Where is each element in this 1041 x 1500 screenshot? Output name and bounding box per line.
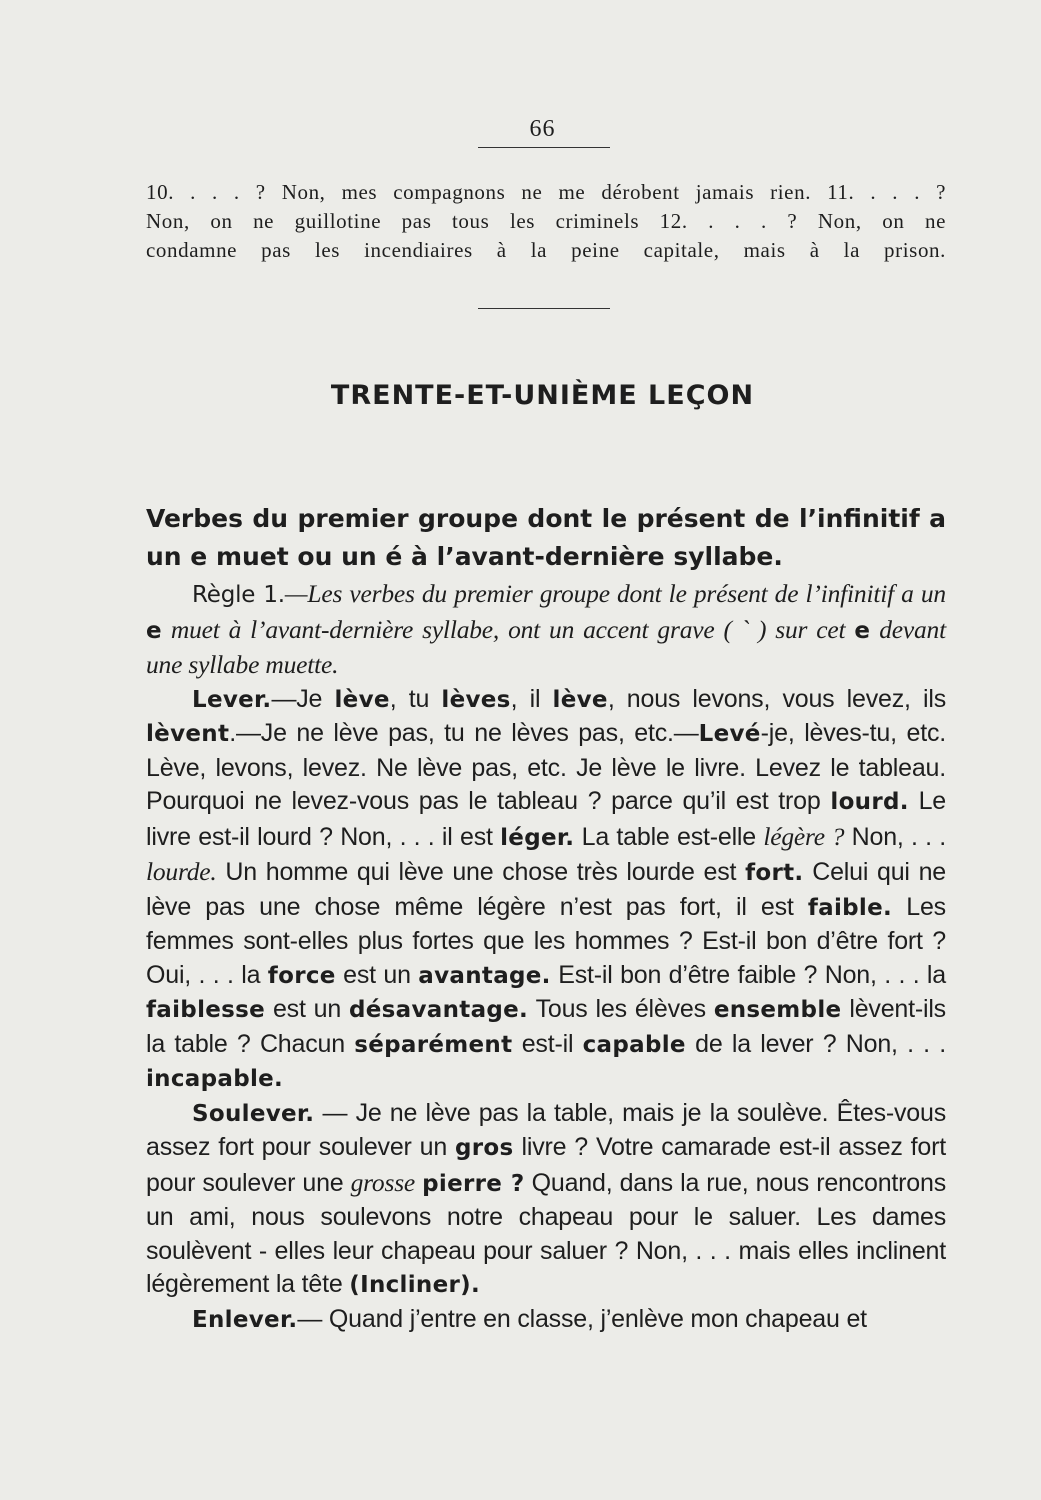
soulever-heading: Soulever.	[192, 1100, 315, 1127]
enlever-paragraph	[146, 1303, 946, 1338]
lever-heading: Lever.	[192, 686, 272, 713]
bold-term: lève	[334, 686, 390, 713]
text-run: .—Je ne lève pas, tu ne lèves pas, etc.—	[229, 719, 699, 747]
rule-text: Les verbes du premier groupe dont le présent de l’infinitif a un	[307, 579, 946, 608]
text-run: Un homme qui lève une chose très lourde est	[216, 858, 746, 886]
rule-letter-e: e	[146, 617, 162, 644]
bold-term: Levé	[698, 721, 761, 747]
bold-term: incapable.	[146, 1066, 284, 1092]
rule-text: devant une syllabe muette.	[146, 614, 946, 679]
text-run: -je, lèves-tu, etc. Lève, levons, levez. Ne lève pas, etc. Je lève le livre. Levez le tableau. Pourquoi ne levez-vous pas le tableau ? parce qu’il est trop	[146, 719, 946, 815]
lever-paragraph	[146, 683, 946, 1097]
text-run: Celui qui ne lève pas une chose même légère n’est pas fort, il est	[146, 858, 946, 921]
text-run: Les femmes sont-elles plus fortes que les hommes ? Est-il bon d’être fort ? Oui, . . . la	[146, 892, 946, 989]
bold-term: léger.	[500, 824, 575, 851]
rule-letter-e: e	[854, 617, 871, 644]
bold-term: lève	[552, 686, 608, 713]
text-run: , nous levons, vous levez, ils	[607, 684, 946, 713]
bold-term: faible.	[807, 894, 893, 921]
text-run: — Quand j’entre en classe, j’enlève mon chapeau et	[297, 1304, 867, 1333]
bold-term: ensemble	[713, 997, 842, 1023]
exercise-line-2: Non, on ne guillotine pas tous les criminels 12. . . . ? Non, on ne	[146, 209, 946, 233]
bold-term: séparément	[354, 1031, 513, 1058]
lesson-title: TRENTE-ET-UNIÈME LEÇON	[330, 380, 755, 411]
text-run: lèvent-ils la table ? Chacun	[146, 995, 946, 1058]
bold-term: lèves	[441, 686, 511, 713]
italic-term: grosse	[350, 1167, 416, 1197]
italic-term: légère ?	[763, 821, 845, 851]
bold-term: avantage.	[418, 962, 551, 989]
text-run: est un	[335, 960, 419, 989]
text-run: Quand, dans la rue, nous rencontrons un ami, nous soulevons notre chapeau pour le saluer. Les dames soulèvent - elles leur chapeau pour saluer ? Non, . . . mais elles inclinent légèrement la tête	[146, 1168, 947, 1298]
exercise-continuation	[146, 178, 946, 265]
text-run: livre ? Votre camarade est-il assez fort pour soulever une	[146, 1133, 946, 1197]
rule-paragraph	[146, 577, 946, 683]
lesson-body	[146, 577, 946, 1337]
text-run: Non, . . .	[844, 822, 946, 851]
rule-dash: —	[284, 579, 308, 608]
lesson-subtitle: Verbes du premier groupe dont le présent de l’infinitif a un e muet ou un é à l’avant-dernière syllabe.	[146, 504, 946, 571]
text-run: —Je	[271, 684, 335, 713]
bold-term: (Incliner).	[349, 1272, 480, 1298]
text-run: de la lever ? Non, . . .	[685, 1029, 946, 1058]
text-run: Est-il bon d’être faible ? Non, . . . la	[550, 960, 946, 989]
bold-term: fort.	[745, 860, 804, 886]
text-run: Tous les élèves	[528, 995, 714, 1023]
bold-term: gros	[455, 1135, 514, 1161]
text-run: est un	[265, 995, 350, 1023]
exercise-line-3: condamne pas les incendiaires à la peine capitale, mais à la prison.	[146, 238, 946, 262]
text-run: , il	[510, 684, 553, 713]
rule-text: muet à l’avant-dernière syllabe, ont un accent grave ( ` ) sur cet	[161, 614, 855, 644]
header-rule	[478, 147, 610, 148]
section-divider	[478, 308, 610, 309]
text-run: — Je ne lève pas la table, mais je la soulève. Êtes-vous assez fort pour soulever un	[146, 1098, 946, 1161]
soulever-paragraph	[146, 1097, 946, 1303]
text-run: Le livre est-il lourd ? Non, . . . il est	[146, 787, 947, 851]
page-number: 66	[529, 116, 556, 142]
enlever-heading: Enlever.	[192, 1306, 298, 1333]
rule-label: Règle 1.	[192, 582, 285, 608]
italic-term: lourde.	[146, 857, 217, 886]
bold-term: lèvent	[146, 721, 230, 747]
text-run: La table est-elle	[574, 822, 764, 851]
text-run: , tu	[389, 684, 442, 713]
bold-term: force	[267, 962, 336, 989]
exercise-line-1: 10. . . . ? Non, mes compagnons ne me dérobent jamais rien. 11. . . . ?	[146, 180, 946, 204]
bold-term: lourd.	[830, 789, 909, 815]
bold-term: pierre ?	[422, 1170, 525, 1197]
text-run: est-il	[512, 1029, 583, 1058]
bold-term: faiblesse	[146, 997, 266, 1023]
bold-term: capable	[582, 1031, 686, 1058]
bold-term: désavantage.	[349, 997, 529, 1023]
